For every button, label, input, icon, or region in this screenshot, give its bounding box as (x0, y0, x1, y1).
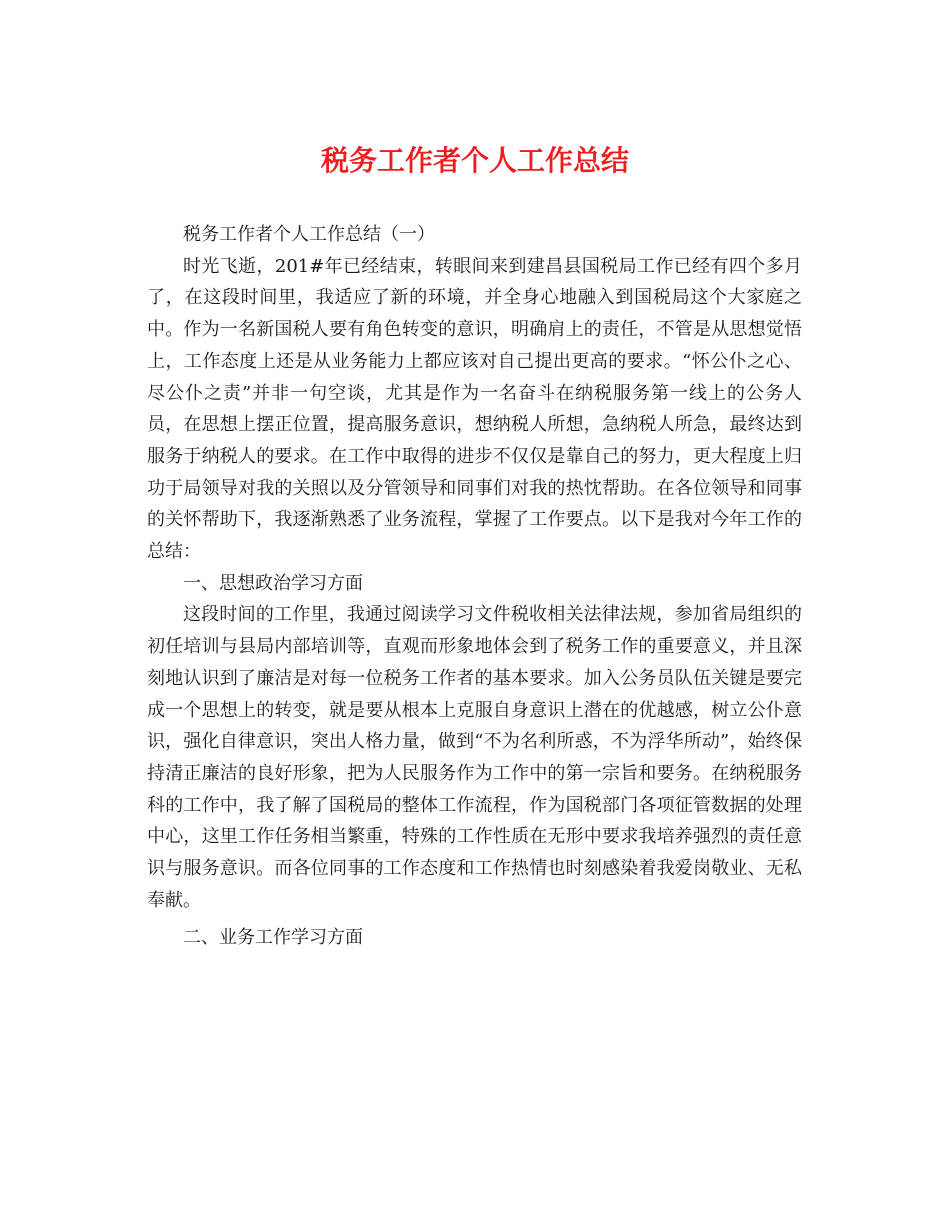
section-heading-business-study: 二、业务工作学习方面 (183, 927, 363, 949)
document-subtitle: 税务工作者个人工作总结（一） (183, 224, 435, 245)
document-body (147, 219, 802, 954)
section-heading-political-study: 一、思想政治学习方面 (183, 572, 363, 594)
document-title: 税务工作者个人工作总结 (320, 144, 629, 177)
political-study-paragraph: 这段时间的工作里，我通过阅读学习文件税收相关法律法规，参加省局组织的初任培训与县局内部培训等，直观而形象地体会到了税务工作的重要意义，并且深刻地认识到了廉洁是对每一位税务工作者的基本要求。加入公务员队伍关键是要完成一个思想上的转变，就是要从根本上克服自身意识上潜在的优越感，树立公仆意识，强化自律意识，突出人格力量，做到“不为名利所惑，不为浮华所动”，始终保持清正廉洁的良好形象，把为人民服务作为工作中的第一宗旨和要务。在纳税服务科的工作中，我了解了国税局的整体工作流程，作为国税部门各项征管数据的处理中心，这里工作任务相当繁重，特殊的工作性质在无形中要求我培养强烈的责任意识与服务意识。而各位同事的工作态度和工作热情也时刻感染着我爱岗敬业、无私奉献。 (147, 604, 802, 911)
intro-paragraph: 时光飞逝，201#年已经结束，转眼间来到建昌县国税局工作已经有四个多月了，在这段时间里，我适应了新的环境，并全身心地融入到国税局这个大家庭之中。作为一名新国税人要有角色转变的意识，明确肩上的责任，不管是从思想觉悟上，工作态度上还是从业务能力上都应该对自己提出更高的要求。“怀公仆之心、尽公仆之责”并非一句空谈，尤其是作为一名奋斗在纳税服务第一线上的公务人员，在思想上摆正位置，提高服务意识，想纳税人所想，急纳税人所急，最终达到服务于纳税人的要求。在工作中取得的进步不仅仅是靠自己的努力，更大程度上归功于局领导对我的关照以及分管领导和同事们对我的热忱帮助。在各位领导和同事的关怀帮助下，我逐渐熟悉了业务流程，掌握了工作要点。以下是我对今年工作的总结： (147, 255, 802, 563)
